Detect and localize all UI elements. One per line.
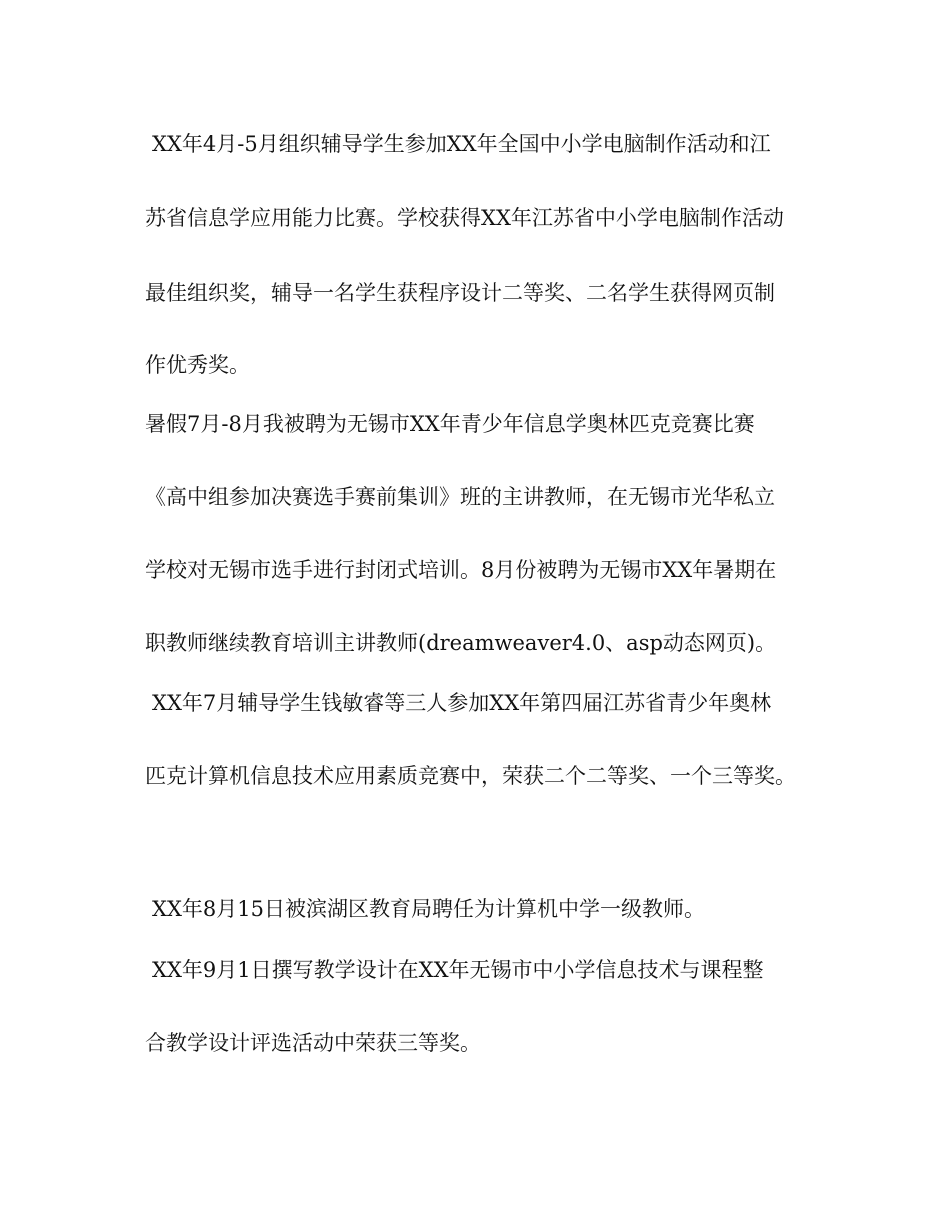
text-line-5: 暑假7月-8月我被聘为无锡市XX年青少年信息学奥林匹克竞赛比赛 bbox=[145, 412, 755, 436]
text-line-4: 作优秀奖。 bbox=[145, 353, 250, 377]
text-line-1: XX年4月-5月组织辅导学生参加XX年全国中小学电脑制作活动和江 bbox=[152, 132, 771, 156]
text-line-6: 《高中组参加决赛选手赛前集训》班的主讲教师，在无锡市光华私立 bbox=[145, 485, 775, 509]
text-line-13: 合教学设计评选活动中荣获三等奖。 bbox=[145, 1031, 481, 1055]
text-line-7: 学校对无锡市选手进行封闭式培训。8月份被聘为无锡市XX年暑期在 bbox=[145, 558, 777, 582]
text-line-10: 匹克计算机信息技术应用素质竞赛中，荣获二个二等奖、一个三等奖。 bbox=[145, 764, 796, 788]
text-line-3: 最佳组织奖，辅导一名学生获程序设计二等奖、二名学生获得网页制 bbox=[145, 281, 775, 305]
text-line-12: XX年9月1日撰写教学设计在XX年无锡市中小学信息技术与课程整 bbox=[152, 958, 764, 982]
text-line-2: 苏省信息学应用能力比赛。学校获得XX年江苏省中小学电脑制作活动 bbox=[145, 206, 784, 230]
text-line-8: 职教师继续教育培训主讲教师(dreamweaver4.0、asp动态网页)。 bbox=[145, 631, 777, 655]
text-line-9: XX年7月辅导学生钱敏睿等三人参加XX年第四届江苏省青少年奥林 bbox=[152, 691, 772, 715]
text-line-11: XX年8月15日被滨湖区教育局聘任为计算机中学一级教师。 bbox=[152, 897, 705, 921]
